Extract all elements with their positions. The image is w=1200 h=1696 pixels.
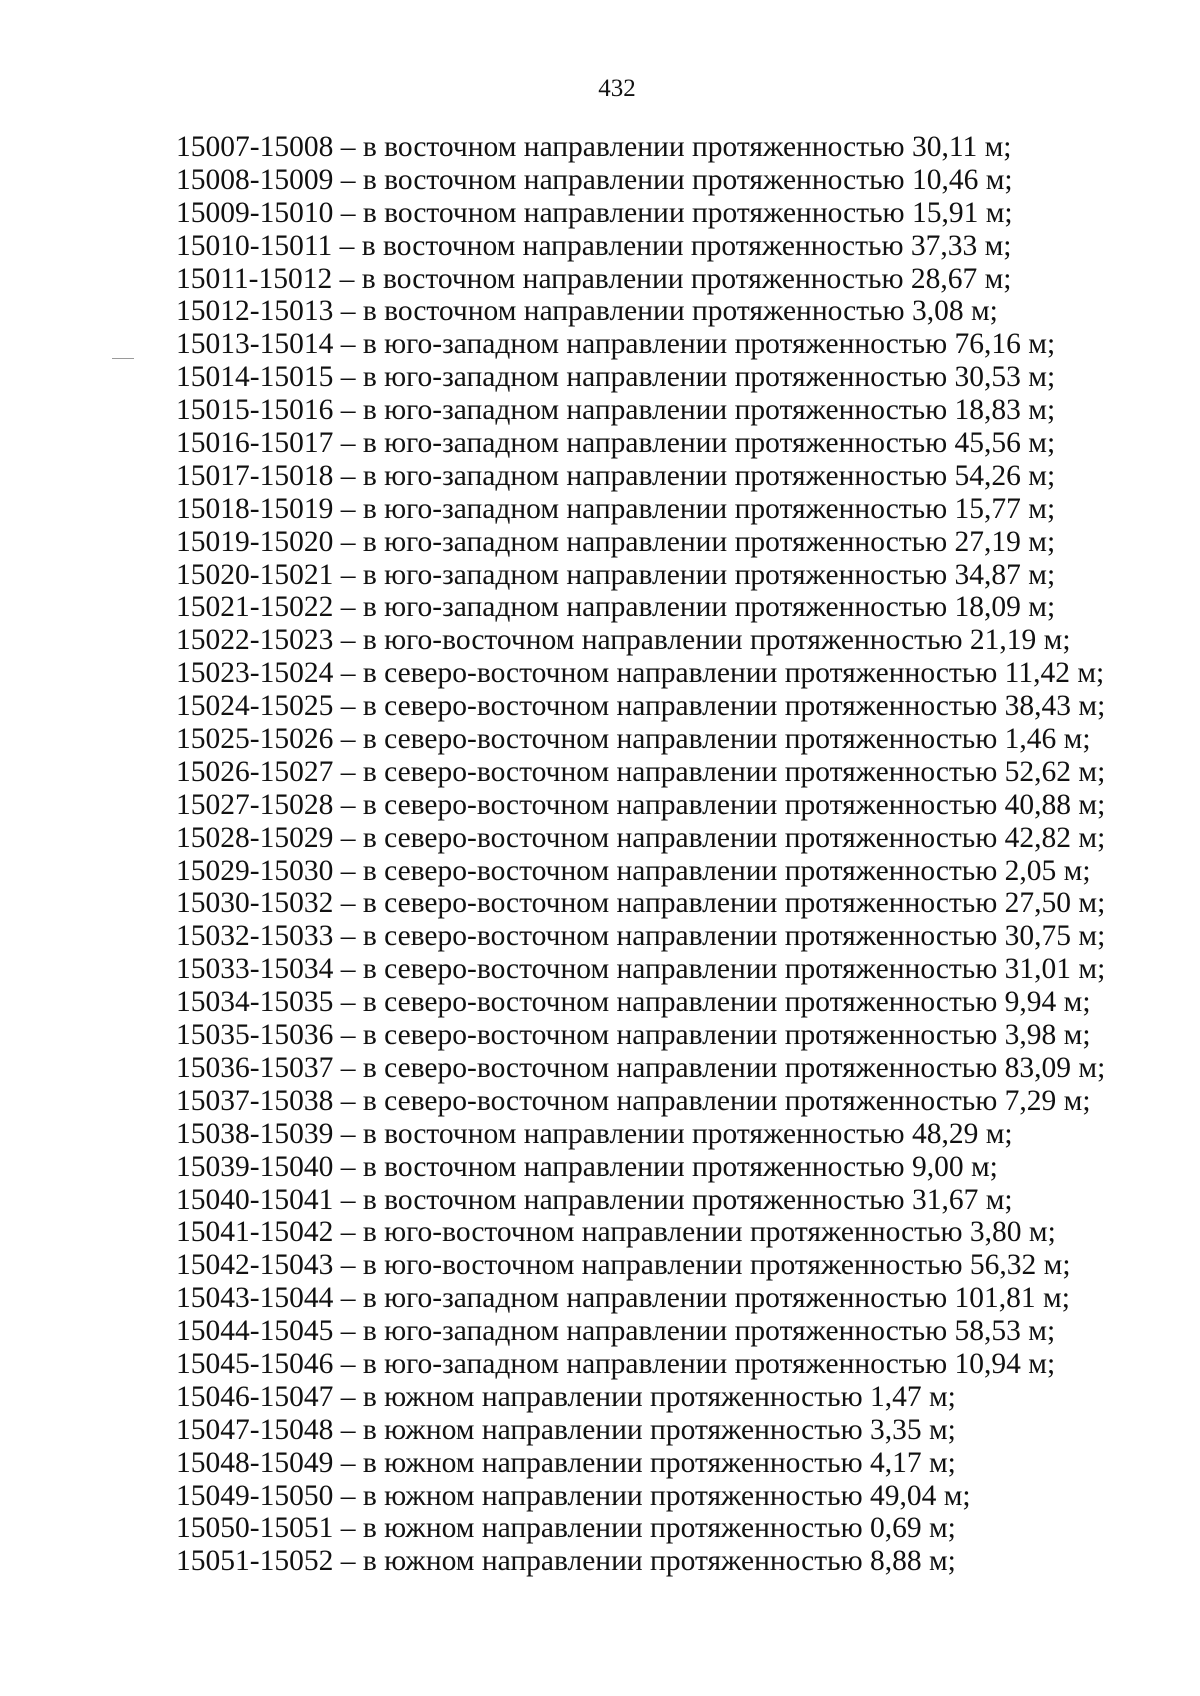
segment-line: 15049-15050 – в южном направлении протяженностью 49,04 м; (176, 1479, 971, 1512)
segment-line: 15039-15040 – в восточном направлении протяженностью 9,00 м; (176, 1150, 998, 1183)
segment-line: 15020-15021 – в юго-западном направлении протяженностью 34,87 м; (176, 558, 1056, 591)
segment-line: 15008-15009 – в восточном направлении протяженностью 10,46 м; (176, 163, 1013, 196)
segment-line: 15015-15016 – в юго-западном направлении протяженностью 18,83 м; (176, 394, 1056, 427)
segment-line: 15041-15042 – в юго-восточном направлении протяженностью 3,80 м; (176, 1216, 1056, 1249)
segment-line: 15032-15033 – в северо-восточном направлении протяженностью 30,75 м; (176, 920, 1106, 953)
segment-line: 15038-15039 – в восточном направлении протяженностью 48,29 м; (176, 1117, 1013, 1150)
page-number: 432 (598, 75, 636, 102)
segment-line: 15037-15038 – в северо-восточном направлении протяженностью 7,29 м; (176, 1084, 1091, 1117)
segment-line: 15025-15026 – в северо-восточном направлении протяженностью 1,46 м; (176, 723, 1091, 756)
segment-line: 15043-15044 – в юго-западном направлении протяженностью 101,81 м; (176, 1282, 1070, 1315)
segment-line: 15012-15013 – в восточном направлении протяженностью 3,08 м; (176, 295, 998, 328)
segment-line: 15029-15030 – в северо-восточном направлении протяженностью 2,05 м; (176, 854, 1091, 887)
segment-line: 15018-15019 – в юго-западном направлении протяженностью 15,77 м; (176, 492, 1056, 525)
segment-line: 15046-15047 – в южном направлении протяженностью 1,47 м; (176, 1380, 956, 1413)
segment-line: 15026-15027 – в северо-восточном направлении протяженностью 52,62 м; (176, 755, 1106, 788)
segment-line: 15013-15014 – в юго-западном направлении протяженностью 76,16 м; (176, 328, 1056, 361)
segment-line: 15050-15051 – в южном направлении протяженностью 0,69 м; (176, 1512, 956, 1545)
segment-line: 15040-15041 – в восточном направлении протяженностью 31,67 м; (176, 1183, 1013, 1216)
segment-line: 15019-15020 – в юго-западном направлении протяженностью 27,19 м; (176, 525, 1056, 558)
segment-line: 15051-15052 – в южном направлении протяженностью 8,88 м; (176, 1545, 956, 1578)
segment-line: 15010-15011 – в восточном направлении протяженностью 37,33 м; (176, 229, 1012, 262)
segment-line: 15027-15028 – в северо-восточном направлении протяженностью 40,88 м; (176, 788, 1106, 821)
segment-line: 15034-15035 – в северо-восточном направлении протяженностью 9,94 м; (176, 986, 1091, 1019)
segment-line: 15021-15022 – в юго-западном направлении протяженностью 18,09 м; (176, 591, 1056, 624)
segment-line: 15030-15032 – в северо-восточном направлении протяженностью 27,50 м; (176, 887, 1106, 920)
segment-line: 15048-15049 – в южном направлении протяженностью 4,17 м; (176, 1446, 956, 1479)
segment-line: 15042-15043 – в юго-восточном направлении протяженностью 56,32 м; (176, 1249, 1071, 1282)
segment-line: 15007-15008 – в восточном направлении протяженностью 30,11 м; (176, 131, 1012, 163)
segment-line: 15036-15037 – в северо-восточном направлении протяженностью 83,09 м; (176, 1051, 1106, 1084)
segment-line: 15033-15034 – в северо-восточном направлении протяженностью 31,01 м; (176, 953, 1106, 986)
segment-line: 15047-15048 – в южном направлении протяженностью 3,35 м; (176, 1413, 956, 1446)
segment-line: 15024-15025 – в северо-восточном направлении протяженностью 38,43 м; (176, 690, 1106, 723)
segment-line: 15035-15036 – в северо-восточном направлении протяженностью 3,98 м; (176, 1019, 1091, 1052)
segment-line: 15011-15012 – в восточном направлении протяженностью 28,67 м; (176, 262, 1012, 295)
segment-line: 15045-15046 – в юго-западном направлении протяженностью 10,94 м; (176, 1347, 1056, 1380)
segment-line: 15028-15029 – в северо-восточном направлении протяженностью 42,82 м; (176, 821, 1106, 854)
segment-line: 15017-15018 – в юго-западном направлении протяженностью 54,26 м; (176, 459, 1056, 492)
margin-mark (112, 358, 134, 359)
segment-list (176, 131, 1105, 1578)
segment-line: 15009-15010 – в восточном направлении протяженностью 15,91 м; (176, 196, 1013, 229)
segment-line: 15023-15024 – в северо-восточном направлении протяженностью 11,42 м; (176, 657, 1105, 690)
segment-line: 15022-15023 – в юго-восточном направлении протяженностью 21,19 м; (176, 624, 1071, 657)
segment-line: 15016-15017 – в юго-западном направлении протяженностью 45,56 м; (176, 427, 1056, 460)
segment-line: 15014-15015 – в юго-западном направлении протяженностью 30,53 м; (176, 361, 1056, 394)
segment-line: 15044-15045 – в юго-западном направлении протяженностью 58,53 м; (176, 1315, 1056, 1348)
